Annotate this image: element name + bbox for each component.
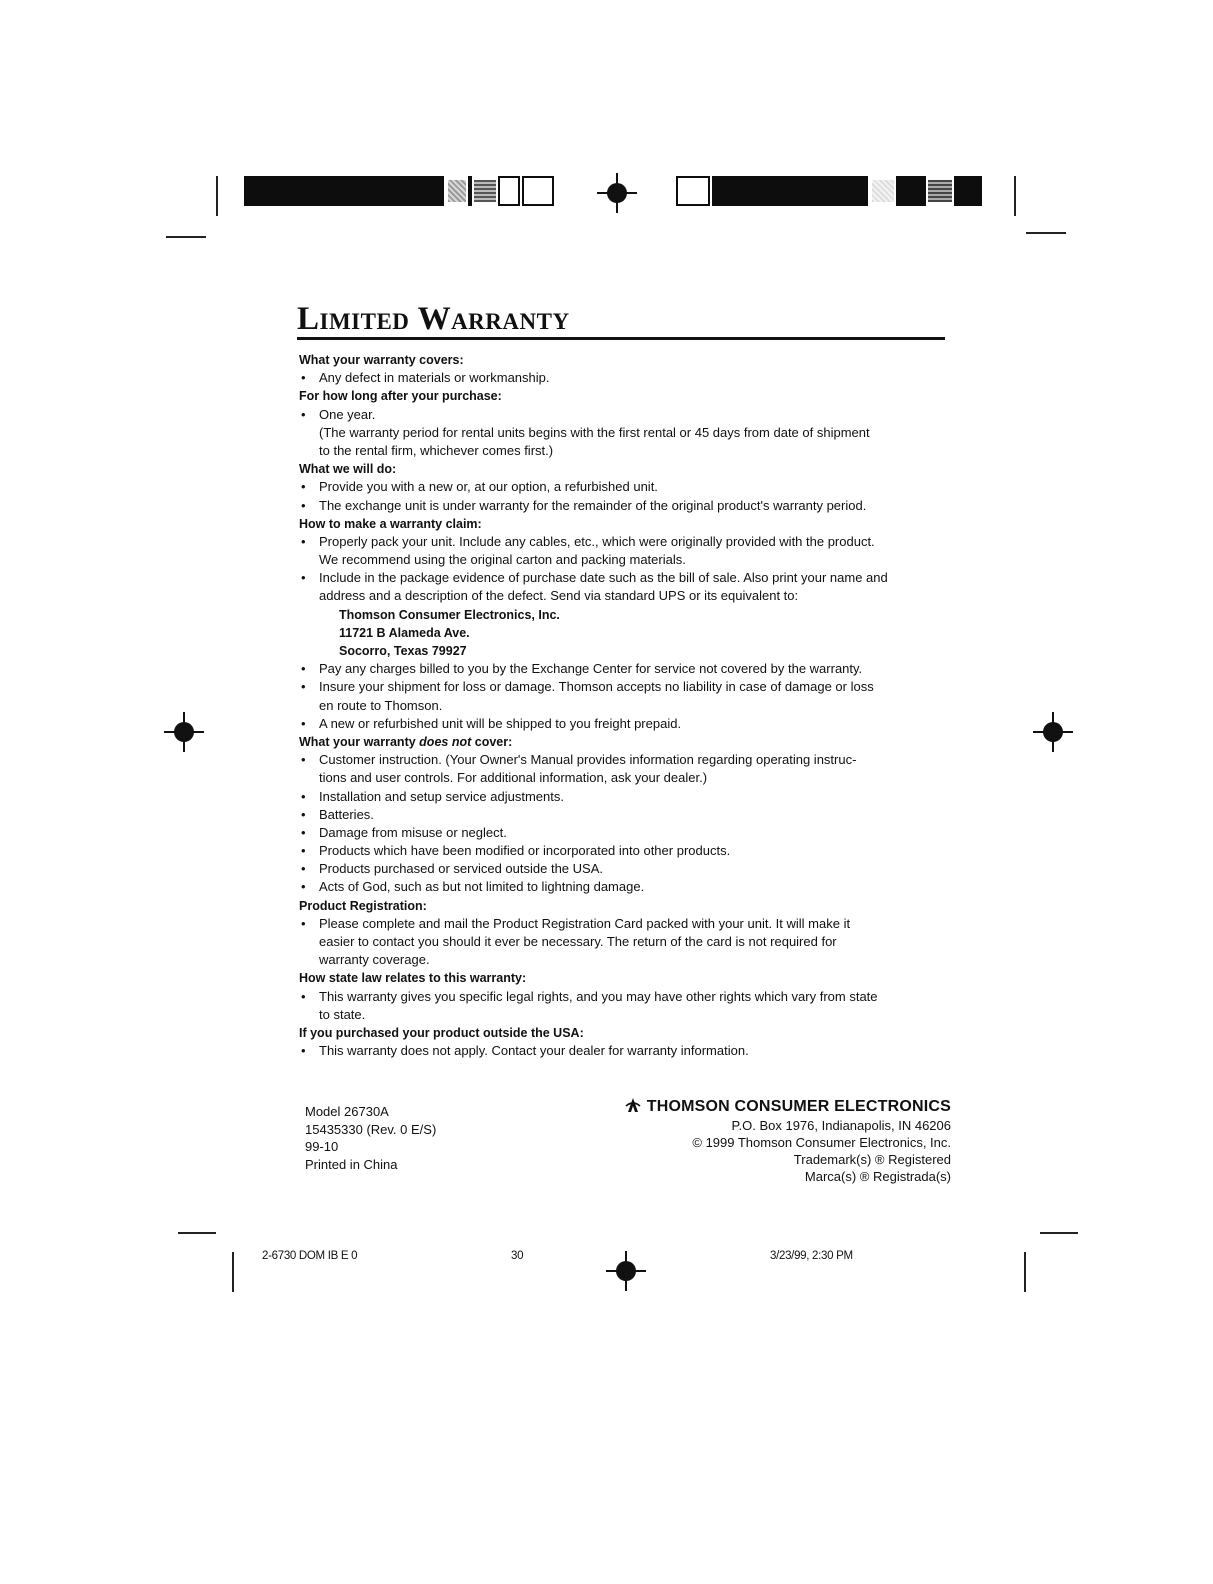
page-title: Limited Warranty — [297, 301, 570, 337]
slug-page-number: 30 — [511, 1250, 524, 1262]
bullet-item — [299, 915, 949, 933]
crop-mark — [1014, 176, 1016, 216]
section-heading: How to make a warranty claim: — [299, 516, 482, 531]
bullet-icon: • — [301, 570, 306, 586]
bullet-icon: • — [301, 1043, 306, 1059]
bullet-text: This warranty does not apply. Contact your dealer for warranty information. — [319, 1043, 749, 1059]
bullet-text: Acts of God, such as but not limited to lightning damage. — [319, 879, 645, 895]
bullet-icon: • — [301, 370, 306, 386]
bullet-item — [299, 806, 949, 824]
country-of-print: Printed in China — [305, 1156, 398, 1172]
model-info — [305, 1103, 436, 1173]
continuation-text: (The warranty period for rental units begins with the first rental or 45 days from date of shipment — [319, 424, 870, 440]
bullet-item — [299, 497, 949, 515]
crop-mark — [1024, 1252, 1026, 1292]
trademark-notice: Trademark(s) ® Registered — [793, 1152, 951, 1167]
section-heading: What we will do: — [299, 462, 397, 477]
warranty-body — [299, 351, 949, 1060]
slug-datetime: 3/23/99, 2:30 PM — [770, 1250, 853, 1262]
bullet-item — [299, 369, 949, 387]
bullet-item — [299, 860, 949, 878]
bullet-text: Batteries. — [319, 806, 374, 822]
company-info — [625, 1097, 951, 1185]
bullet-icon: • — [301, 752, 306, 768]
bullet-icon: • — [301, 533, 306, 549]
crop-mark — [178, 1232, 216, 1234]
bullet-icon: • — [301, 915, 306, 931]
continuation-text: We recommend using the original carton and packing materials. — [319, 552, 686, 568]
bullet-icon: • — [301, 879, 306, 895]
bullet-item — [299, 533, 949, 551]
model-number: Model 26730A — [305, 1104, 389, 1119]
bullet-icon: • — [301, 479, 306, 495]
bullet-text: Installation and setup service adjustments. — [319, 788, 564, 804]
thomson-logo-icon — [625, 1097, 641, 1113]
bullet-item — [299, 751, 949, 769]
bullet-icon: • — [301, 788, 306, 804]
continuation-text: tions and user controls. For additional information, ask your dealer.) — [319, 770, 708, 786]
bullet-text: Any defect in materials or workmanship. — [319, 370, 550, 386]
bullet-text: Insure your shipment for loss or damage. Thomson accepts no liability in case of damage or loss — [319, 679, 874, 695]
section-heading-em: does not — [419, 734, 472, 749]
bullet-text: One year. — [319, 406, 376, 422]
section-heading: Product Registration: — [299, 898, 427, 913]
bullet-text: The exchange unit is under warranty for the remainder of the original product's warranty period. — [319, 497, 867, 513]
bullet-item — [299, 569, 949, 587]
bullet-item — [299, 478, 949, 496]
page-title-block — [297, 301, 945, 340]
registration-target-left-icon — [164, 712, 204, 752]
print-code: 99-10 — [305, 1139, 339, 1154]
address-line: 11721 B Alameda Ave. — [339, 625, 470, 640]
bullet-icon: • — [301, 497, 306, 513]
bullet-item — [299, 824, 949, 842]
bullet-text: Products which have been modified or incorporated into other products. — [319, 843, 731, 859]
bullet-text: Damage from misuse or neglect. — [319, 824, 507, 840]
bullet-text: Provide you with a new or, at our option, a refurbished unit. — [319, 479, 658, 495]
address-line: Thomson Consumer Electronics, Inc. — [339, 607, 560, 622]
title-underline — [297, 337, 945, 340]
copyright: © 1999 Thomson Consumer Electronics, Inc. — [692, 1135, 951, 1150]
section-heading: What your warranty covers: — [299, 353, 464, 367]
registration-target-top-icon — [597, 173, 637, 213]
crop-mark — [166, 236, 206, 238]
bullet-icon: • — [301, 824, 306, 840]
section-heading — [299, 733, 949, 751]
bullet-text: Customer instruction. (Your Owner's Manual provides information regarding operating instruc- — [319, 752, 857, 768]
bullet-icon: • — [301, 679, 306, 695]
continuation-text: easier to contact you should it ever be necessary. The return of the card is not required for — [319, 934, 837, 949]
bullet-text: Products purchased or serviced outside the USA. — [319, 861, 603, 877]
continuation-text: en route to Thomson. — [319, 697, 443, 713]
section-heading: For how long after your purchase: — [299, 389, 502, 404]
bullet-item — [299, 988, 949, 1006]
bullet-icon: • — [301, 843, 306, 859]
continuation-text: to the rental firm, whichever comes first.) — [319, 442, 554, 458]
section-heading-pre: What your warranty — [299, 734, 420, 749]
bullet-item — [299, 842, 949, 860]
bullet-icon: • — [301, 806, 306, 822]
bullet-text: Please complete and mail the Product Registration Card packed with your unit. It will make it — [319, 915, 851, 931]
bullet-text: Pay any charges billed to you by the Exchange Center for service not covered by the warranty. — [319, 661, 863, 677]
company-name: THOMSON CONSUMER ELECTRONICS — [646, 1098, 951, 1115]
crop-mark — [1026, 232, 1066, 234]
bullet-icon: • — [301, 661, 306, 677]
bullet-item — [299, 406, 949, 424]
bullet-text: This warranty gives you specific legal rights, and you may have other rights which vary from state — [319, 988, 878, 1004]
company-brand — [625, 1097, 951, 1117]
bullet-text: A new or refurbished unit will be shipped to you freight prepaid. — [319, 715, 682, 731]
section-heading-post: cover: — [471, 734, 513, 749]
crop-mark — [216, 176, 218, 216]
continuation-text: warranty coverage. — [319, 952, 430, 968]
registration-target-right-icon — [1033, 712, 1073, 752]
bullet-text: Properly pack your unit. Include any cables, etc., which were originally provided with the product. — [319, 533, 875, 549]
section-heading: If you purchased your product outside the USA: — [299, 1025, 584, 1040]
bullet-icon: • — [301, 715, 306, 731]
section-heading: How state law relates to this warranty: — [299, 971, 527, 986]
bullet-item — [299, 1042, 949, 1060]
bullet-item — [299, 788, 949, 806]
crop-mark — [1040, 1232, 1078, 1234]
trademark-notice-spanish: Marca(s) ® Registrada(s) — [804, 1169, 951, 1184]
crop-mark — [232, 1252, 234, 1292]
bullet-item — [299, 678, 949, 696]
bullet-item — [299, 715, 949, 733]
bullet-text: Include in the package evidence of purchase date such as the bill of sale. Also print your name and — [319, 570, 888, 586]
bullet-item — [299, 660, 949, 678]
registration-target-bottom-icon — [606, 1251, 646, 1291]
continuation-text: to state. — [319, 1006, 366, 1022]
part-number: 15435330 (Rev. 0 E/S) — [305, 1121, 437, 1137]
bullet-icon: • — [301, 861, 306, 877]
continuation-text: address and a description of the defect. Send via standard UPS or its equivalent to: — [319, 588, 799, 604]
bullet-item — [299, 878, 949, 896]
bullet-icon: • — [301, 988, 306, 1004]
company-address: P.O. Box 1976, Indianapolis, IN 46206 — [731, 1118, 951, 1133]
slug-code: 2-6730 DOM IB E 0 — [262, 1250, 358, 1262]
bullet-icon: • — [301, 406, 306, 422]
address-line: Socorro, Texas 79927 — [339, 644, 467, 658]
